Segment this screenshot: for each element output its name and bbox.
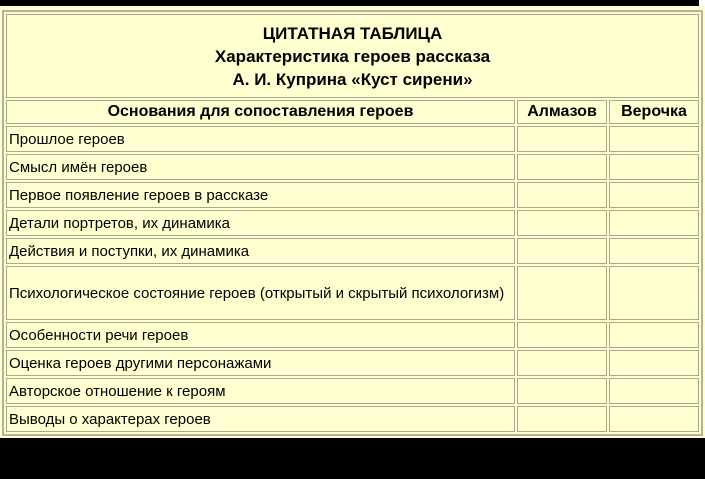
table-row [6,378,699,404]
verochka-cell [609,322,699,348]
verochka-cell [609,126,699,152]
title-line-3: А. И. Куприна «Куст сирени» [232,69,473,89]
verochka-cell [609,238,699,264]
quote-table [2,10,703,436]
document-sheet [0,6,705,438]
header-criteria: Основания для сопоставления героев [6,100,515,124]
almazov-cell [517,350,607,376]
verochka-cell [609,154,699,180]
table-row [6,210,699,236]
title-line-2: Характеристика героев рассказа [214,46,491,66]
almazov-cell [517,182,607,208]
criterion-cell: Действия и поступки, их динамика [6,238,515,264]
criterion-cell: Авторское отношение к героям [6,378,515,404]
header-row [6,100,699,124]
title-line-1: ЦИТАТНАЯ ТАБЛИЦА [262,23,443,43]
almazov-cell [517,126,607,152]
verochka-cell [609,210,699,236]
verochka-cell [609,266,699,320]
almazov-cell [517,238,607,264]
criterion-cell: Оценка героев другими персонажами [6,350,515,376]
verochka-cell [609,378,699,404]
bottom-bar [0,438,705,479]
almazov-cell [517,378,607,404]
almazov-cell [517,210,607,236]
header-almazov: Алмазов [517,100,607,124]
table-row [6,266,699,320]
verochka-cell [609,406,699,432]
header-verochka: Верочка [609,100,699,124]
almazov-cell [517,266,607,320]
criterion-cell: Детали портретов, их динамика [6,210,515,236]
almazov-cell [517,154,607,180]
criterion-cell: Прошлое героев [6,126,515,152]
table-row [6,154,699,180]
table-row [6,350,699,376]
table-title [6,14,699,98]
title-row [6,14,699,98]
criterion-cell: Психологическое состояние героев (открытый и скрытый психологизм) [6,266,515,320]
table-row [6,238,699,264]
criterion-cell: Смысл имён героев [6,154,515,180]
criterion-cell: Выводы о характерах героев [6,406,515,432]
verochka-cell [609,182,699,208]
table-row [6,406,699,432]
criterion-cell: Особенности речи героев [6,322,515,348]
table-row [6,126,699,152]
criterion-cell: Первое появление героев в рассказе [6,182,515,208]
almazov-cell [517,322,607,348]
table-row [6,182,699,208]
verochka-cell [609,350,699,376]
table-row [6,322,699,348]
almazov-cell [517,406,607,432]
